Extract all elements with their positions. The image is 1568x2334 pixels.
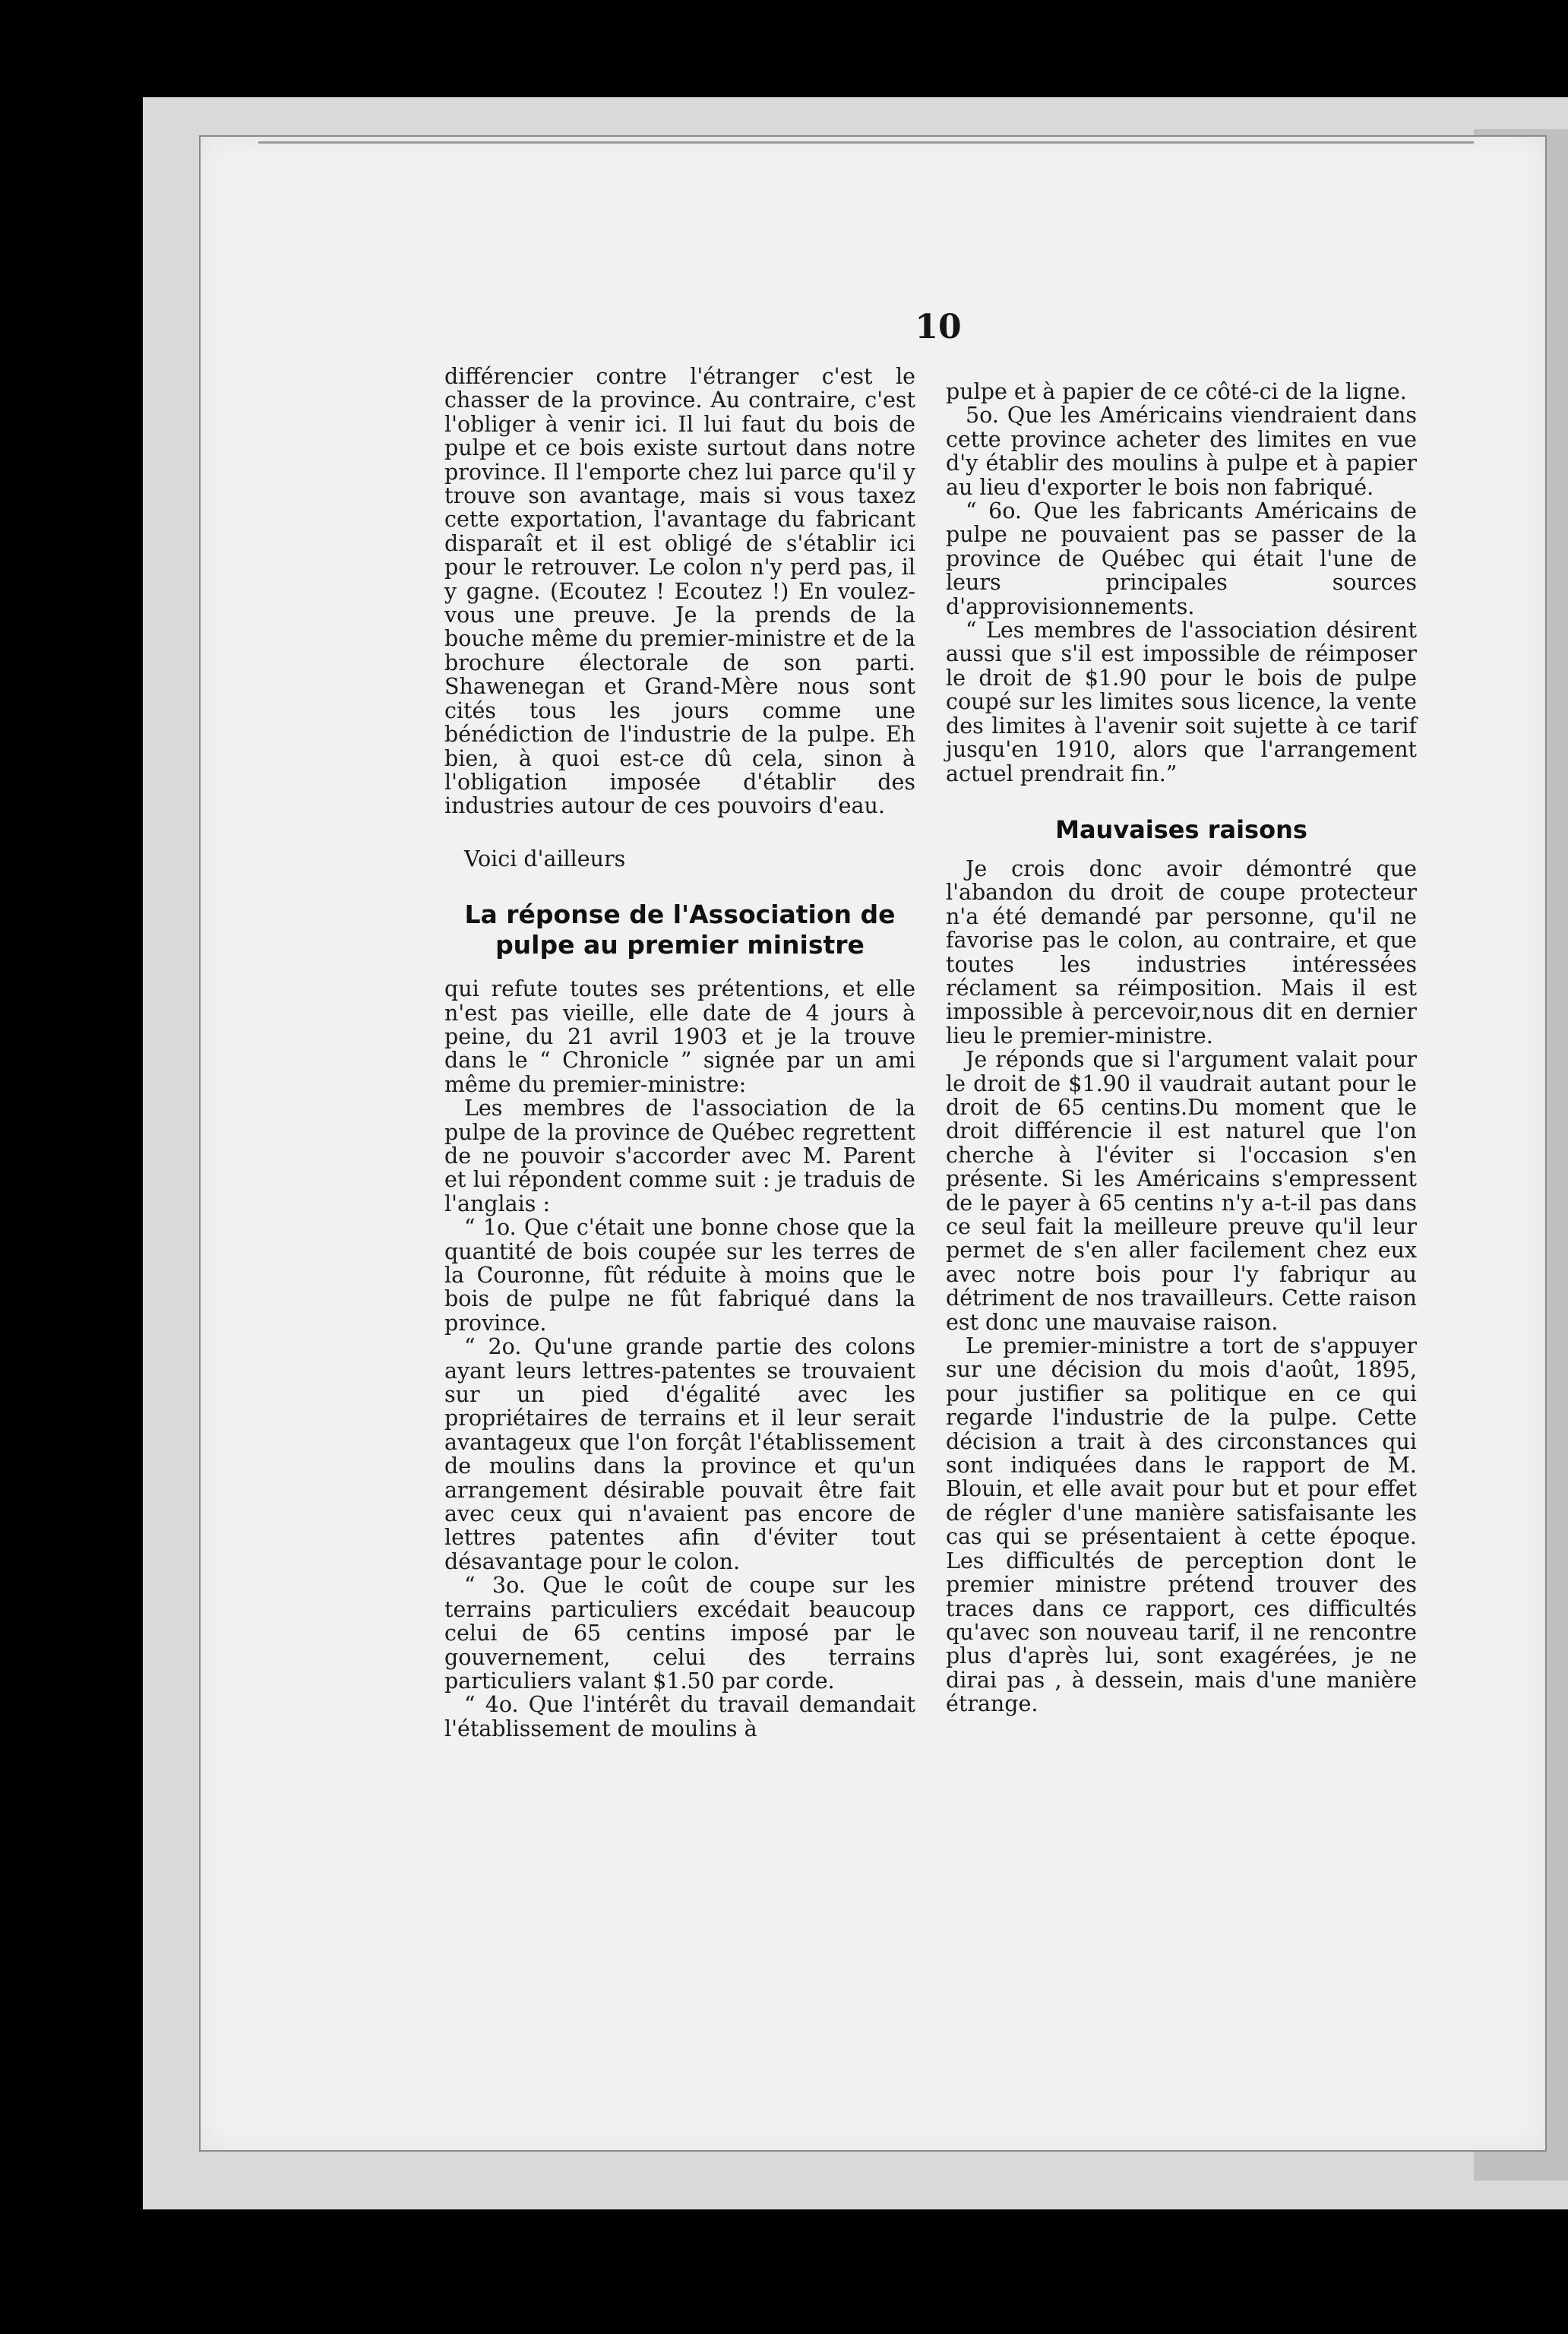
page-top-border — [258, 141, 1474, 144]
section-heading-association: La réponse de l'Association de pulpe au premier ministre — [464, 900, 896, 960]
left-paragraph-7: “ 3o. Que le coût de coupe sur les terrains particuliers excédait beaucoup celui de 65 centins imposé par le gouvernement, celui des terrains particuliers valant $1.50 par corde. — [444, 1573, 915, 1694]
right-paragraph-6: Je réponds que si l'argument valait pour le droit de $1.90 il vaudrait autant pour le droit de 65 centins.Du moment que le droit différencie il est naturel que l'on cherche à l'éviter si l'occasion s'en présente. Si les Américains s'empressent de le payer à 65 centins n'y a-t-il pas dans ce seul fait la meilleure preuve qu'il leur permet de s'en aller facilement chez eux avec notre bois pour l'y fabriqur au détriment de nos travailleurs. Cette raison est donc une mauvaise raison. — [946, 1047, 1417, 1335]
right-paragraph-3: “ 6o. Que les fabricants Américains de pulpe ne pouvaient pas se passer de la province de Québec qui était l'une de leurs principales sources d'approvisionnements. — [946, 498, 1417, 619]
section-heading-mauvaises-raisons: Mauvaises raisons — [1055, 814, 1307, 844]
left-paragraph-2: Voici d'ailleurs — [464, 846, 626, 871]
right-paragraph-5: Je crois donc avoir démontré que l'abandon du droit de coupe protecteur n'a été demandé par personne, qu'il ne favorise pas le colon, au contraire, et que toutes les industries intéressées réclament sa réimposition. Mais il est impossible à percevoir,nous dit en dernier lieu le premier-ministre. — [946, 855, 1417, 1048]
left-paragraph-3: qui refute toutes ses prétentions, et elle n'est pas vieille, elle date de 4 jours à peine, du 21 avril 1903 et je la trouve dans le “ Chronicle ” signée par un ami même du premier-ministre: — [444, 976, 915, 1097]
right-column — [946, 380, 1417, 1716]
right-paragraph-7: Le premier-ministre a tort de s'appuyer sur une décision du mois d'août, 1895, pour justifier sa politique en ce qui regarde l'industrie de la pulpe. Cette décision a trait à des circonstances qui sont indiquées dans le rapport de M. Blouin, et elle avait pour but et pour effet de régler d'une manière satisfaisante les cas qui se présentaient à cette époque. Les difficultés de perception dont le premier ministre prétend trouver des traces dans ce rapport, ces difficultés qu'avec son nouveau tarif, il ne rencontre plus d'après lui, sont exagérées, je ne dirai pas , à dessein, mais d'une manière étrange. — [946, 1333, 1417, 1717]
left-paragraph-4: Les membres de l'association de la pulpe de la province de Québec regrettent de ne pouvoir s'accorder avec M. Parent et lui répondent comme suit : je traduis de l'anglais : — [444, 1096, 915, 1216]
right-paragraph-2: 5o. Que les Américains viendraient dans cette province acheter des limites en vue d'y établir des moulins à pulpe et à papier au lieu d'exporter le bois non fabriqué. — [946, 403, 1417, 500]
left-column — [444, 365, 915, 1741]
left-paragraph-6: “ 2o. Qu'une grande partie des colons ayant leurs lettres-patentes se trouvaient sur un pied d'égalité avec les propriétaires de terrains et il leur serait avantageux que l'on forçât l'établissement de moulins dans la province et qu'un arrangement désirable pouvait être fait avec ceux qui n'avaient pas encore de lettres patentes afin d'éviter tout désavantage pour le colon. — [444, 1334, 915, 1574]
left-paragraph-5: “ 1o. Que c'était une bonne chose que la quantité de bois coupée sur les terres de la Couronne, fût réduite à moins que le bois de pulpe ne fût fabriqué dans la province. — [444, 1215, 915, 1336]
left-paragraph-1: différencier contre l'étranger c'est le chasser de la province. Au contraire, c'est l'obliger à venir ici. Il lui faut du bois de pulpe et ce bois existe surtout dans notre province. Il l'emporte chez lui parce qu'il y trouve son avantage, mais si vous taxez cette exportation, l'avantage du fabricant disparaît et il est obligé de s'établir ici pour le retrouver. Le colon n'y perd pas, il y gagne. (Ecoutez ! Ecoutez !) En voulez-vous une preuve. Je la prends de la bouche même du premier-ministre et de la brochure électorale de son parti. Shawenegan et Grand-Mère nous sont cités tous les jours comme une bénédiction de l'industrie de la pulpe. Eh bien, à quoi est-ce dû cela, sinon à l'obligation imposée d'établir des industries autour de ces pouvoirs d'eau. — [444, 364, 915, 819]
right-paragraph-4: “ Les membres de l'association désirent aussi que s'il est impossible de réimposer le droit de $1.90 pour le bois de pulpe coupé sur les limites sous licence, la vente des limites à l'avenir soit sujette à ce tarif jusqu'en 1910, alors que l'arrangement actuel prendrait fin.” — [946, 618, 1417, 786]
right-paragraph-1: pulpe et à papier de ce côté-ci de la ligne. — [946, 379, 1407, 404]
page-number: 10 — [915, 308, 962, 346]
left-paragraph-8: “ 4o. Que l'intérêt du travail demandait l'établissement de moulins à — [444, 1692, 915, 1741]
